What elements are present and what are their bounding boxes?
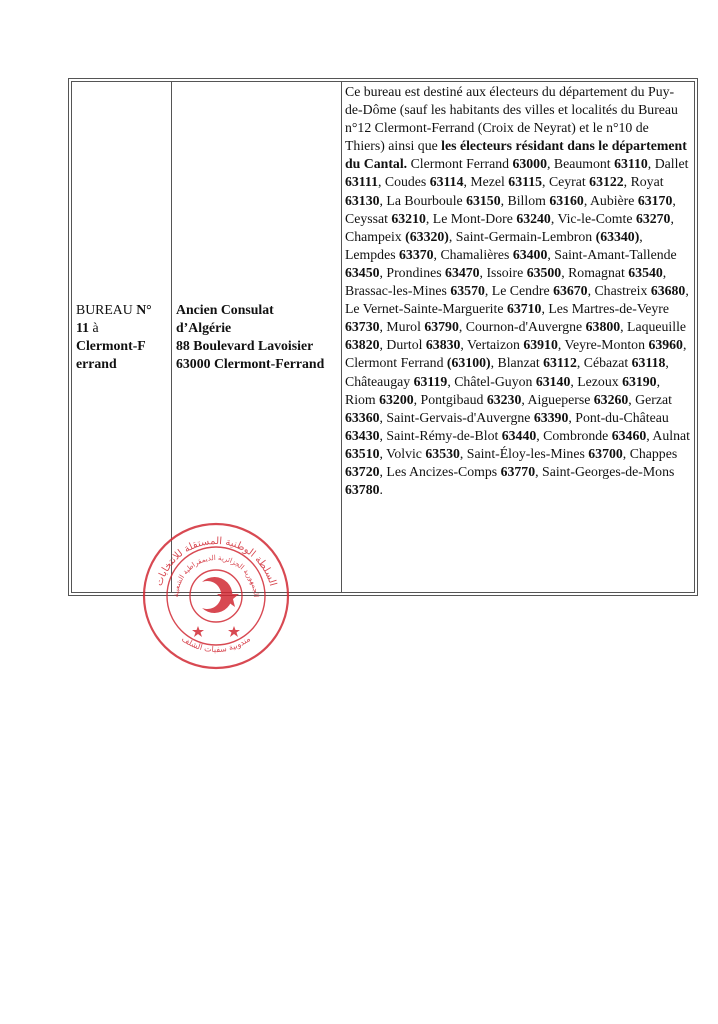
locality-entry: [470, 174, 542, 189]
locality-entry: [467, 337, 558, 352]
bureau-table-row: [71, 81, 695, 593]
locality-postal-code: 63570: [450, 283, 485, 299]
locality-postal-code: 63160: [549, 192, 584, 208]
locality-postal-code: 63150: [466, 192, 501, 208]
locality-name: Saint-Éloy-les-Mines: [466, 445, 589, 461]
locality-postal-code: 63710: [506, 301, 542, 317]
locality-postal-code: 63200: [379, 391, 414, 407]
locality-entry: [590, 193, 672, 208]
locality-postal-code: 63130: [345, 192, 380, 208]
locality-entry: [386, 265, 479, 280]
bureau-table: [68, 78, 698, 596]
bureau-prefix: BUREAU: [76, 302, 137, 317]
locality-name: Le Vernet-Sainte-Marguerite: [345, 301, 507, 317]
bureau-city: Clermont-Ferrand: [76, 338, 146, 371]
bureau-address: [172, 301, 324, 373]
locality-entry: [557, 211, 670, 226]
locality-entry: [421, 392, 522, 407]
locality-postal-code: 63119: [413, 373, 448, 389]
locality-name: Romagnat: [568, 264, 629, 280]
locality-entry: [386, 319, 458, 334]
locality-postal-code: 63190: [622, 373, 657, 389]
locality-entry: [456, 229, 640, 244]
locality-name: Châteaugay: [345, 373, 414, 389]
stamp-inner-text: الجمهورية الجزائرية الديمقراطية الشعبية: [171, 553, 261, 598]
locality-name: Clermont Ferrand: [345, 355, 447, 371]
bureau-name: [72, 301, 152, 373]
bureau-preposition: à: [92, 320, 99, 335]
stamp-small-star-right: [228, 626, 240, 637]
locality-name: Vertaizon: [467, 337, 524, 353]
locality-name: Issoire: [486, 264, 527, 280]
locality-postal-code: 63830: [425, 337, 461, 353]
locality-entry: [467, 446, 623, 461]
locality-postal-code: (63100): [446, 355, 491, 371]
locality-name: Coudes: [384, 174, 430, 190]
locality-postal-code: (63340): [595, 228, 640, 244]
stamp-bottom-text: مندوبية سفيات الشلف: [179, 634, 253, 655]
bureau-number-cell: [72, 82, 171, 592]
stamp-small-star-left: [192, 626, 204, 637]
locality-name: Champeix: [345, 228, 406, 244]
locality-name: Lempdes: [345, 246, 400, 262]
locality-name: Les Ancizes-Comps: [386, 463, 501, 479]
locality-entry: [440, 247, 547, 262]
locality-postal-code: 63820: [345, 337, 380, 353]
locality-postal-code: 63680: [650, 283, 686, 299]
locality-postal-code: 63460: [611, 427, 647, 443]
locality-name: Combronde: [543, 427, 612, 443]
locality-entry: [386, 193, 500, 208]
locality-name: La Bourboule: [386, 192, 467, 208]
locality-name: Billom: [507, 192, 550, 208]
locality-postal-code: 63960: [648, 337, 683, 353]
locality-entry: [486, 265, 561, 280]
locality-postal-code: 63670: [553, 283, 588, 299]
locality-name: Brassac-les-Mines: [345, 283, 451, 299]
locality-postal-code: 63122: [589, 174, 624, 190]
locality-name: Chamalières: [440, 246, 513, 262]
locality-postal-code: 63510: [345, 445, 380, 461]
locality-entry: [345, 283, 485, 298]
official-stamp-seal: [140, 520, 292, 672]
bureau-number-label: N°: [136, 302, 152, 317]
locality-entry: [386, 337, 460, 352]
address-line-4: 63000 Clermont-Ferrand: [176, 356, 325, 371]
locality-postal-code: 63540: [628, 264, 663, 280]
locality-postal-code: 63360: [345, 409, 380, 425]
coverage-intro: Ce bureau est destiné aux électeurs du département du Puy-de-Dôme (sauf les habitants des villes et localités du Bureau n°12 Clermont-Ferrand (Croix de Neyrat) et le n°10 de Thiers) ainsi que: [345, 84, 678, 154]
locality-name: Mezel: [470, 174, 509, 190]
locality-postal-code: 63720: [345, 463, 380, 479]
locality-postal-code: 63000: [512, 156, 547, 172]
locality-postal-code: 63700: [588, 445, 623, 461]
locality-postal-code: 63780: [345, 482, 380, 498]
locality-postal-code: 63111: [345, 174, 378, 190]
locality-postal-code: 63770: [500, 463, 536, 479]
locality-postal-code: 63118: [631, 355, 666, 371]
locality-entry: [385, 174, 464, 189]
locality-postal-code: 63470: [445, 264, 480, 280]
locality-postal-code: 63910: [523, 337, 558, 353]
locality-entry: [594, 283, 685, 298]
locality-entry: [345, 392, 414, 407]
locality-postal-code: 63114: [429, 174, 464, 190]
locality-name: Aulnat: [652, 427, 690, 443]
locality-name: Laqueuille: [627, 319, 687, 335]
address-line-2: d’Algérie: [176, 320, 232, 335]
locality-name: Pontgibaud: [420, 391, 487, 407]
locality-postal-code: 63500: [526, 264, 562, 280]
locality-entry: [554, 156, 648, 171]
locality-name: Clermont Ferrand: [410, 156, 513, 172]
locality-name: Saint-Germain-Lembron: [455, 228, 596, 244]
locality-name: Saint-Amant-Tallende: [554, 246, 677, 262]
locality-entry: [498, 355, 577, 370]
locality-postal-code: 63800: [585, 319, 621, 335]
locality-postal-code: (63320): [405, 228, 449, 244]
locality-name: Prondines: [386, 264, 446, 280]
locality-entry: [386, 464, 535, 479]
locality-postal-code: 63140: [535, 373, 571, 389]
locality-entry: [527, 392, 628, 407]
locality-entry: [345, 374, 447, 389]
locality-name: Ceyssat: [345, 210, 392, 226]
locality-entry: [543, 428, 646, 443]
locality-postal-code: 63260: [593, 391, 629, 407]
locality-entry: [345, 229, 449, 244]
locality-name: Châtel-Guyon: [454, 373, 536, 389]
locality-name: Durtol: [386, 337, 426, 353]
locality-postal-code: 63530: [425, 445, 460, 461]
bureau-number: 11: [76, 320, 90, 335]
stamp-outer-text: السلطة الوطنية المستقلة للانتخابات: [153, 535, 279, 588]
locality-entry: [411, 156, 547, 171]
bureau-coverage-cell: [341, 82, 694, 592]
locality-name: Saint-Gervais-d'Auvergne: [386, 409, 534, 425]
locality-entry: [584, 355, 666, 370]
locality-postal-code: 63400: [512, 246, 548, 262]
locality-postal-code: 63112: [543, 355, 577, 371]
locality-entry: [454, 374, 570, 389]
locality-name: Pont-du-Château: [575, 409, 669, 425]
locality-entry: [492, 283, 588, 298]
locality-entry: [386, 446, 460, 461]
locality-postal-code: 63370: [399, 246, 434, 262]
locality-entry: [549, 174, 624, 189]
locality-postal-code: 63115: [508, 174, 543, 190]
locality-name: Saint-Georges-de-Mons: [542, 463, 675, 479]
locality-postal-code: 63390: [533, 409, 569, 425]
locality-name: Blanzat: [497, 355, 544, 371]
locality-postal-code: 63110: [614, 156, 648, 172]
locality-entry: [386, 410, 568, 425]
bureau-address-cell: [171, 82, 341, 592]
locality-name: Ceyrat: [548, 174, 590, 190]
locality-name: Cournon-d'Auvergne: [465, 319, 586, 335]
address-line-1: Ancien Consulat: [176, 302, 274, 317]
locality-name: Le Cendre: [491, 283, 554, 299]
locality-name: Gerzat: [635, 391, 672, 407]
locality-postal-code: 63210: [391, 210, 426, 226]
locality-postal-code: 63450: [345, 264, 380, 280]
coverage-emphasis: les électeurs résidant dans le département du Cantal.: [345, 138, 687, 172]
locality-entry: [345, 301, 541, 316]
locality-name: Murol: [386, 319, 425, 335]
locality-entry: [433, 211, 551, 226]
locality-name: Dallet: [654, 156, 689, 172]
locality-name: Beaumont: [553, 156, 615, 172]
locality-postal-code: 63270: [635, 210, 671, 226]
locality-name: Veyre-Monton: [564, 337, 649, 353]
locality-name: Aigueperse: [527, 391, 594, 407]
locality-postal-code: 63790: [424, 319, 459, 335]
locality-name: Royat: [630, 174, 664, 190]
locality-postal-code: 63240: [516, 210, 551, 226]
locality-entry: [386, 428, 536, 443]
locality-name: Chastreix: [594, 283, 651, 299]
locality-postal-code: 63430: [345, 427, 380, 443]
locality-postal-code: 63440: [501, 427, 537, 443]
locality-name: Aubière: [589, 192, 638, 208]
locality-postal-code: 63730: [345, 319, 380, 335]
locality-entry: [345, 355, 491, 370]
locality-entry: [568, 265, 663, 280]
locality-name: Chappes: [629, 445, 678, 461]
locality-name: Cébazat: [583, 355, 632, 371]
locality-name: Vic-le-Comte: [557, 210, 636, 226]
locality-name: Saint-Rémy-de-Blot: [386, 427, 502, 443]
locality-entry: [345, 211, 426, 226]
locality-name: Le Mont-Dore: [432, 210, 517, 226]
locality-postal-code: 63170: [637, 192, 673, 208]
locality-name: Volvic: [386, 445, 426, 461]
locality-entry: [508, 193, 584, 208]
address-line-3: 88 Boulevard Lavoisier: [176, 338, 314, 353]
locality-entry: [565, 337, 683, 352]
coverage-paragraph: Ce bureau est destiné aux électeurs du département du Puy-de-Dôme (sauf les habitants des villes et localités du Bureau n°12 Clermont-Ferrand (Croix de Neyrat) et le n°10 de Thiers) ainsi que les électeurs résidant dans le département du Cantal. Clermont Ferrand 63000, Beaumont 63110, Dallet 63111, Coudes 63114, Mezel 63115, Ceyrat 63122, Royat 63130, La Bourboule 63150, Billom 63160, Aubière 63170, Ceyssat 63210, Le Mont-Dore 63240, Vic-le-Comte 63270, Champeix (63320), Saint-Germain-Lembron (63340), Lempdes 63370, Chamalières 63400, Saint-Amant-Tallende 63450, Prondines 63470, Issoire 63500, Romagnat 63540, Brassac-les-Mines 63570, Le Cendre 63670, Chastreix 63680, Le Vernet-Sainte-Marguerite 63710, Les Martres-de-Veyre 63730, Murol 63790, Cournon-d'Auvergne 63800, Laqueuille 63820, Durtol 63830, Vertaizon 63910, Veyre-Monton 63960, Clermont Ferrand (63100), Blanzat 63112, Cébazat 63118, Châteaugay 63119, Châtel-Guyon 63140, Lezoux 63190, Riom 63200, Pontgibaud 63230, Aigueperse 63260, Gerzat 63360, Saint-Gervais-d'Auvergne 63390, Pont-du-Château 63430, Saint-Rémy-de-Blot 63440, Combronde 63460, Aulnat 63510, Volvic 63530, Saint-Éloy-les-Mines 63700, Chappes 63720, Les Ancizes-Comps 63770, Saint-Georges-de-Mons 63780.: [345, 84, 690, 498]
locality-entry: [345, 247, 434, 262]
locality-name: Riom: [345, 391, 380, 407]
locality-name: Les Martres-de-Veyre: [548, 301, 670, 317]
locality-name: Lezoux: [577, 373, 623, 389]
locality-entry: [466, 319, 620, 334]
locality-postal-code: 63230: [486, 391, 522, 407]
locality-entry: [577, 374, 656, 389]
